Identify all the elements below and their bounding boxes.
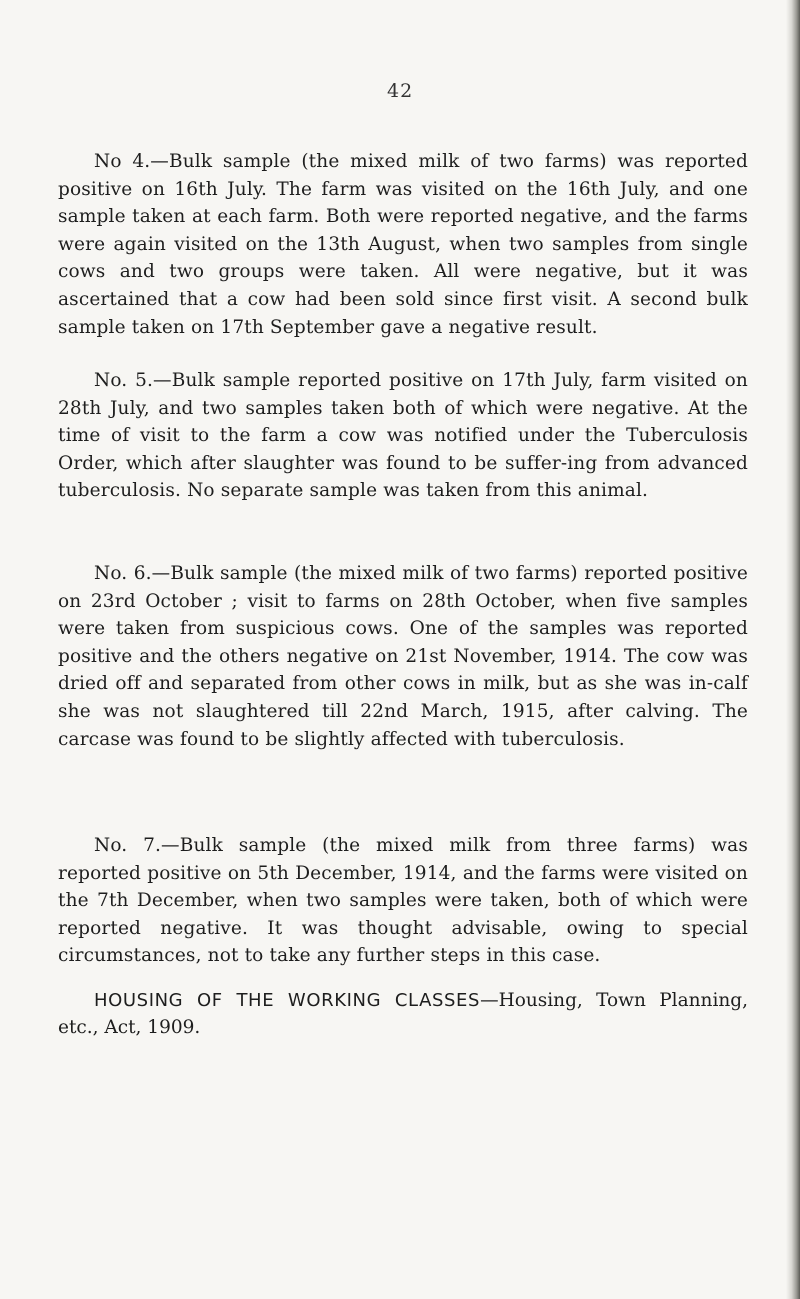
paragraph-sample-5: No. 5.—Bulk sample reported positive on 17th July, farm visited on 28th July, and two samples taken both of which were negative. At the time of visit to the farm a cow was notified under the Tuberculosis Order, which after slaughter was found to be suffer-ing from advanced tuberculosis. No separate sample was taken from this animal.	[58, 370, 748, 502]
section-heading-subtitle: —Housing, Town Planning, etc., Act, 1909.	[58, 990, 748, 1038]
paragraph-sample-4: No 4.—Bulk sample (the mixed milk of two farms) was reported positive on 16th July. The farm was visited on the 16th July, and one sample taken at each farm. Both were reported negative, and the farms were again visited on the 13th August, when two samples from single cows and two groups were taken. All were negative, but it was ascertained that a cow had been sold since first visit. A second bulk sample taken on 17th September gave a negative result.	[58, 151, 748, 338]
section-heading-title: HOUSING OF THE WORKING CLASSES	[94, 990, 481, 1011]
paragraph-sample-7: No. 7.—Bulk sample (the mixed milk from three farms) was reported positive on 5th December, 1914, and the farms were visited on the 7th December, when two samples were taken, both of which were reported negative. It was thought advisable, owing to special circumstances, not to take any further steps in this case.	[58, 835, 748, 967]
page-number: 42	[387, 80, 414, 102]
scan-edge-shadow	[786, 0, 800, 1299]
paragraph-sample-6: No. 6.—Bulk sample (the mixed milk of two farms) reported positive on 23rd October ; visit to farms on 28th October, when five samples were taken from suspicious cows. One of the samples was reported positive and the others negative on 21st November, 1914. The cow was dried off and separated from other cows in milk, but as she was in-calf she was not slaughtered till 22nd March, 1915, after calving. The carcase was found to be slightly affected with tuberculosis.	[58, 563, 748, 750]
section-heading	[58, 987, 748, 1041]
